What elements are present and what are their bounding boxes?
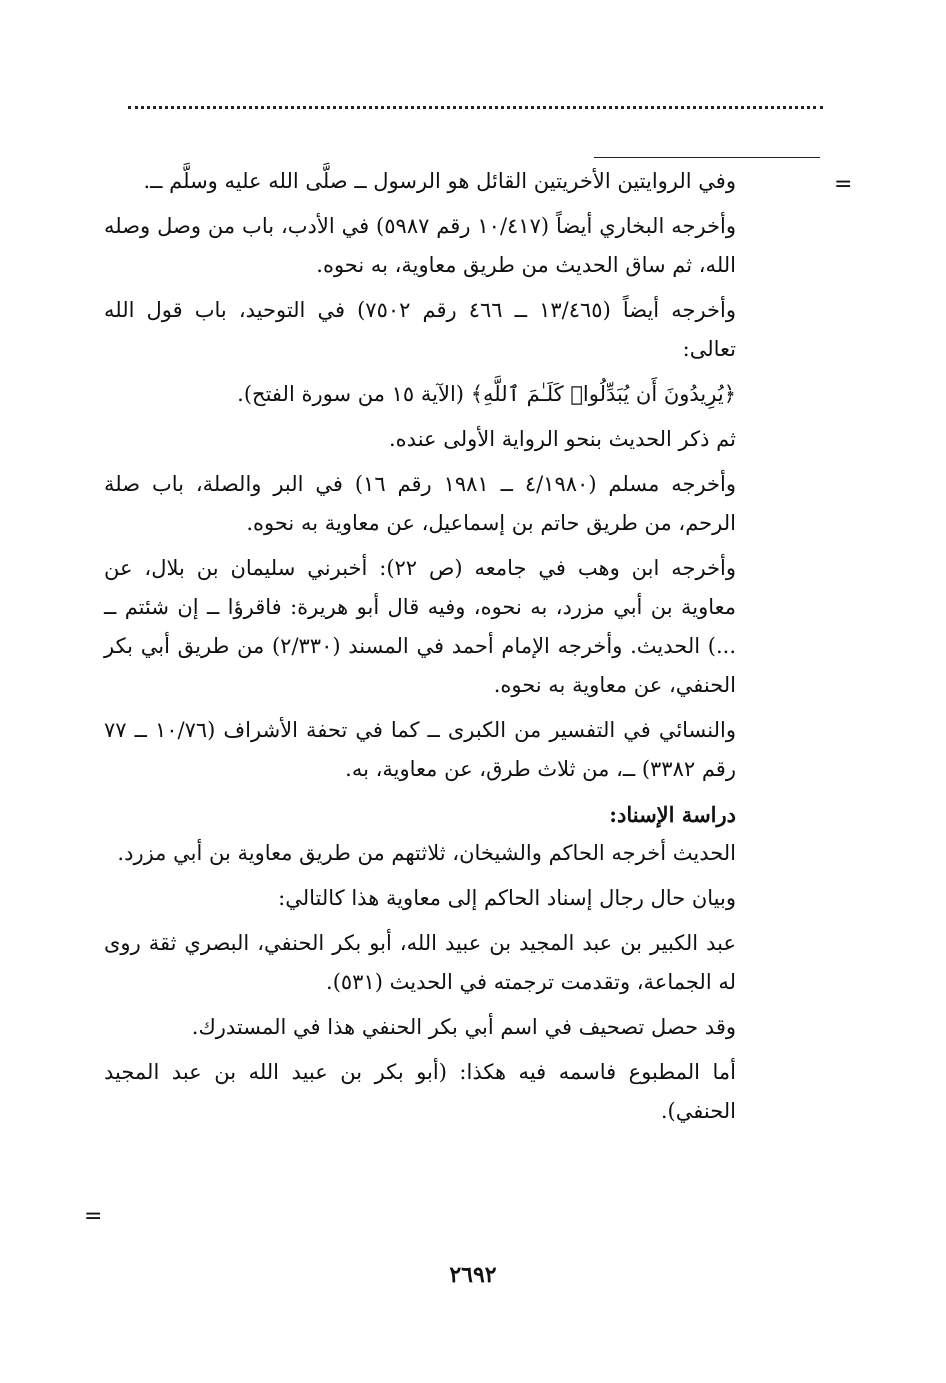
verse-reference: (الآية ١٥ من سورة الفتح). bbox=[237, 382, 464, 406]
paragraph-tashif: وقد حصل تصحيف في اسم أبي بكر الحنفي هذا في المستدرك. bbox=[191, 1015, 736, 1039]
footnote-text bbox=[104, 162, 736, 1137]
continuation-mark-top: = bbox=[834, 172, 853, 197]
paragraph-bukhari-tawhid: وأخرجه أيضاً (١٣/٤٦٥ ــ ٤٦٦ رقم ٧٥٠٢) في التوحيد، باب قول الله تعالى: bbox=[104, 298, 736, 361]
paragraph-narrator-bio: عبد الكبير بن عبد المجيد بن عبيد الله، أبو بكر الحنفي، البصري ثقة روى له الجماعة، وتقدمت ترجمته في الحديث (٥٣١). bbox=[104, 931, 736, 994]
paragraph-first-narration: ثم ذكر الحديث بنحو الرواية الأولى عنده. bbox=[389, 427, 736, 451]
dotted-separator bbox=[128, 106, 823, 109]
paragraph-printed-name: أما المطبوع فاسمه فيه هكذا: (أبو بكر بن عبيد الله بن عبد المجيد الحنفي). bbox=[104, 1060, 736, 1123]
paragraph-quran-verse bbox=[104, 375, 736, 414]
paragraph-bukhari-adab: وأخرجه البخاري أيضاً (١٠/٤١٧ رقم ٥٩٨٧) في الأدب، باب من وصل وصله الله، ثم ساق الحديث من طريق معاوية، به نحوه. bbox=[104, 214, 736, 277]
paragraph-ibn-wahb: وأخرجه ابن وهب في جامعه (ص ٢٢): أخبرني سليمان بن بلال، عن معاوية بن أبي مزرد، به نحوه، وفيه قال أبو هريرة: فاقرؤا ــ إن شئتم ــ ...) الحديث. وأخرجه الإمام أحمد في المسند (٢/٣٣٠) من طريق أبي بكر الحنفي، عن معاوية به نحوه. bbox=[104, 556, 736, 697]
paragraph-narrations: وفي الروايتين الأخريتين القائل هو الرسول ــ صلَّى الله عليه وسلَّم ــ. bbox=[143, 169, 736, 193]
section-heading: دراسة الإسناد: bbox=[609, 802, 736, 827]
continuation-mark-bottom: = bbox=[84, 1204, 103, 1229]
paragraph-isnad-summary: الحديث أخرجه الحاكم والشيخان، ثلاثتهم من طريق معاوية بن أبي مزرد. bbox=[117, 841, 736, 865]
paragraph-muslim: وأخرجه مسلم (٤/١٩٨٠ ــ ١٩٨١ رقم ١٦) في البر والصلة، باب صلة الرحم، من طريق حاتم بن إسماعيل، عن معاوية به نحوه. bbox=[104, 472, 737, 535]
quran-verse: ﴿يُرِيدُونَ أَن يُبَدِّلُوا۟ كَلَـٰمَ ٱللَّهِ﴾ bbox=[470, 382, 736, 406]
paragraph-isnad-intro: وبيان حال رجال إسناد الحاكم إلى معاوية هذا كالتالي: bbox=[278, 886, 736, 910]
paragraph-nasai: والنسائي في التفسير من الكبرى ــ كما في تحفة الأشراف (١٠/٧٦ ــ ٧٧ رقم ٣٣٨٢) ــ، من ثلاث طرق، عن معاوية، به. bbox=[104, 718, 737, 781]
page-number: ٢٦٩٢ bbox=[449, 1262, 497, 1288]
footnote-rule bbox=[594, 157, 820, 158]
